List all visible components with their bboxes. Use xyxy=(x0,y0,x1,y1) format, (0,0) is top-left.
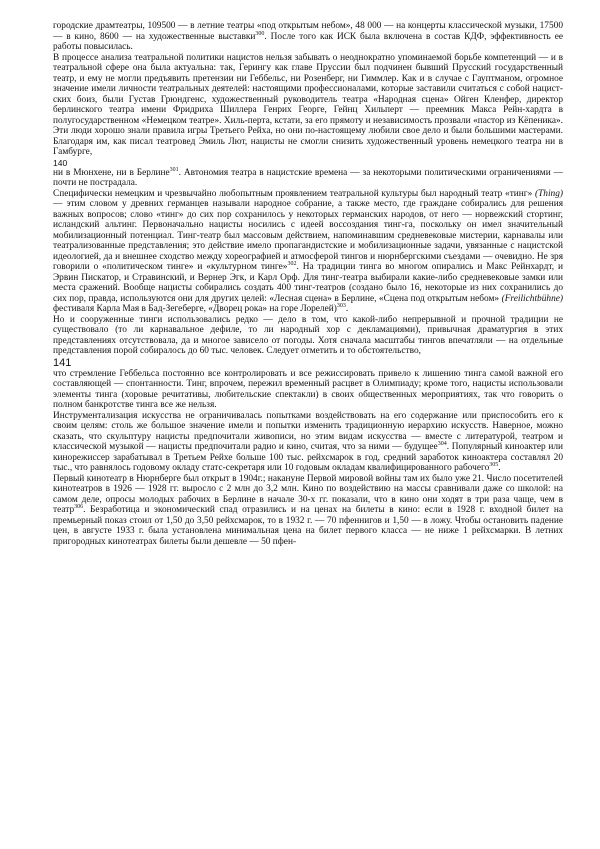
footnote-ref[interactable]: 302 xyxy=(287,260,297,267)
paragraph-8 xyxy=(53,474,563,548)
paragraph-text: Инструментализация искусства не ограничивалась попытками воздействовать на его содержание или приспособить его к своим целям: столь же большое значение имели и попытки изменить традиционную иерархию искусств. Наверное, можно сказать, что скульптуру нацисты предпочитали живописи, но этим видам искусства — вместе с литературой, театром и классической музыкой — нацисты предпочитали радио и кино, считая, что за ними — будущее xyxy=(53,410,563,452)
paragraph-5: Но и сооруженные тинги использовались редко — дело в том, что какой-либо непрерывной и прочной традиции не существовало (то ли карнавальное дефиле, то ли народный хор с декламациями), привычная драматургия в этих представлениях отсутствовала, да и многое зависело от погоды. Хотя сначала масштабы тингов впечатляли — на отдельные представления порой собиралось до 60 тыс. человек. Следует отметить и то обстоятельство, xyxy=(53,314,563,356)
paragraph-text: . xyxy=(498,463,501,473)
footnote-ref[interactable]: 300 xyxy=(255,30,265,37)
paragraph-4 xyxy=(53,189,563,315)
paragraph-text: городские драмтеатры, 109500 — в летние театры «под открытым небом», 48 000 — на концерты классической музыки, 17500 — в кино, 8600 — на художественные выставки xyxy=(53,21,563,42)
paragraph-1 xyxy=(53,21,563,53)
paragraph-text: — этим словом у древних германцев называли народное собрание, а также место, где граждане собирались для решения важных вопросов; слово «тинг» до сих пор сохранилось у некоторых германских народов, от него — норвежский стортинг, исландский альтинг. Первоначально нацисты носились с идеей воссоздания тинг-га, поскольку он имел значительный мобилизационный потенциал. Тинг-театр был массовым действием, напоминавшим средневековые мистерии, карнавалы или театрализованные представления; это действие имело пропагандистские и мобилизационные задачи, увязанные с нацистской идеологией, да и внешнее сходство между хореографией и атмосферой тингов и нюрнбергскими съездами — очевидно. Не зря говорили о «политическом тинге» и «культурном тинге» xyxy=(53,199,563,272)
document-page xyxy=(53,21,563,547)
paragraph-6: что стремление Геббельса постоянно все контролировать и все режиссировать привело к лишению тинга самой важной его составляющей — спонтанности. Тинг, впрочем, пережил временный расцвет в Олимпиаду; кроме того, нацисты использовали элементы тинга (хоровые речитативы, любительские спектакли) в своих общественных мероприятиях, так что говорить о полном банкротстве тинга все же нельзя. xyxy=(53,368,563,410)
page-number-140: 140 xyxy=(53,157,68,168)
footnote-ref[interactable]: 301 xyxy=(169,166,179,173)
paragraph-text: . xyxy=(345,304,349,314)
paragraph-text: фестиваля Карла Мая в Бад-Зегеберге, «Дворец рока» на горе Лорелей) xyxy=(53,304,337,314)
page-number-141: 141 xyxy=(53,356,72,369)
footnote-ref[interactable]: 305 xyxy=(489,461,499,468)
paragraph-text: . Автономия театра в нацистские времена — за некоторыми политическими ограничениями — почти не пострадала. xyxy=(53,167,563,188)
paragraph-text: . После того как ИСК была включена в состав КДФ, эффективность ее работы повысилась. xyxy=(53,31,563,52)
footnote-ref[interactable]: 304 xyxy=(437,440,447,447)
paragraph-text: Первый кинотеатр в Нюрнберге был открыт в 1904г.; накануне Первой мировой войны там их было уже 21. Число посетителей кинотеатров в 1926 — 1928 гг. выросло с 2 млн до 3,2 млн. Кино по воздействию на массы сравнивали даже со школой: на самом деле, опросы молодых рабочих в Берлине в начале 30-х гг. показали, что в кино они ходят в три раза чаще, чем в театр xyxy=(53,473,563,515)
paragraph-3 xyxy=(53,168,563,189)
paragraph-7 xyxy=(53,411,563,474)
paragraph-text: ни в Мюнхене, ни в Берлине xyxy=(53,167,170,178)
paragraph-text: . Безработица и экономический спад отразились и на ценах на билеты в кино: если в 1928 г. входной билет на премьерный показ стоил от 1,50 до 3,50 рейхсмарок, то в 1932 г. — 70 пфеннигов и 1,50 — в ложу. Чтобы остановить падение цен, в августе 1933 г. была установлена минимальная цена на билет первого класса — не ниже 1 рейхсмарки. В летних пригородных кинотеатрах билеты были дешевле — 50 пфен- xyxy=(53,505,563,547)
footnote-ref[interactable]: 303 xyxy=(336,302,346,309)
paragraph-2: В процессе анализа театральной политики нацистов нельзя забывать о неоднократно упоминаемой борьбе компетенций — и в театральной сфере она была актуальна: так, Герингу как главе Пруссии был подчинен бывший Прусский государственный театр, и ему не могли предъявить претензии ни Геббельс, ни Розенберг, ни Гиммлер. Как и в случае с Гауптманом, огромное значение имели личности театральных деятелей: настоящими профессионалами, которые заставили считаться с собой нацист-ских боиз, были Густав Грюндгенс, художественный руководитель театра «Народная сцена» Ойген Кленфер, директор берлинского театра имени Фридриха Шиллера Генрих Георге, Гейнц Хильперт — преемник Макса Рейн-хардта в полугосударственном «Немецком театре». Хиль-перта, кстати, за его прямоту и независимость прозвали «пастор из Кёпеника». Эти люди хорошо знали правила игры Третьего Рейха, но они по-настоящему любили свое дело и были большими мастерами. Благодаря им, как писал театровед Эмиль Лют, нацисты не смогли снизить художественный уровень немецкого театра ни в Гамбурге, xyxy=(53,52,563,157)
paragraph-text: Специфически немецким и чрезвычайно любопытным проявлением театральной культуры был народный театр «тинг» xyxy=(53,188,535,199)
paragraph-text: . На традиции тинга во многом опирались и Макс Рейнхардт, и Эрвин Пискатор, и Стравинский, и Вернер Эгк, и Карл Орф. Для тинг-театра выбирали какие-либо средневековые замки или места сражений. Вообще нацисты собирались создать 400 тинг-театров (создано было 16, некоторые из них сохранились до сих пор, правда, используются они для других целей: «Лесная сцена» в Берлине, «Сцена под открытым небом» xyxy=(53,262,564,304)
footnote-ref[interactable]: 306 xyxy=(74,503,84,510)
paragraph-text: . Популярный киноактер или кинорежиссер зарабатывал в Третьем Рейхе больше 100 тыс. рейхсмарок в год, средний заработок киноактера составлял 20 тыс., что равнялось годовому окладу статс-секретаря или 10 годовым окладам квалифицированного рабочего xyxy=(53,442,563,473)
italic-term: (Thing) xyxy=(534,188,563,199)
italic-term: (Freilichtbühne) xyxy=(501,293,563,304)
